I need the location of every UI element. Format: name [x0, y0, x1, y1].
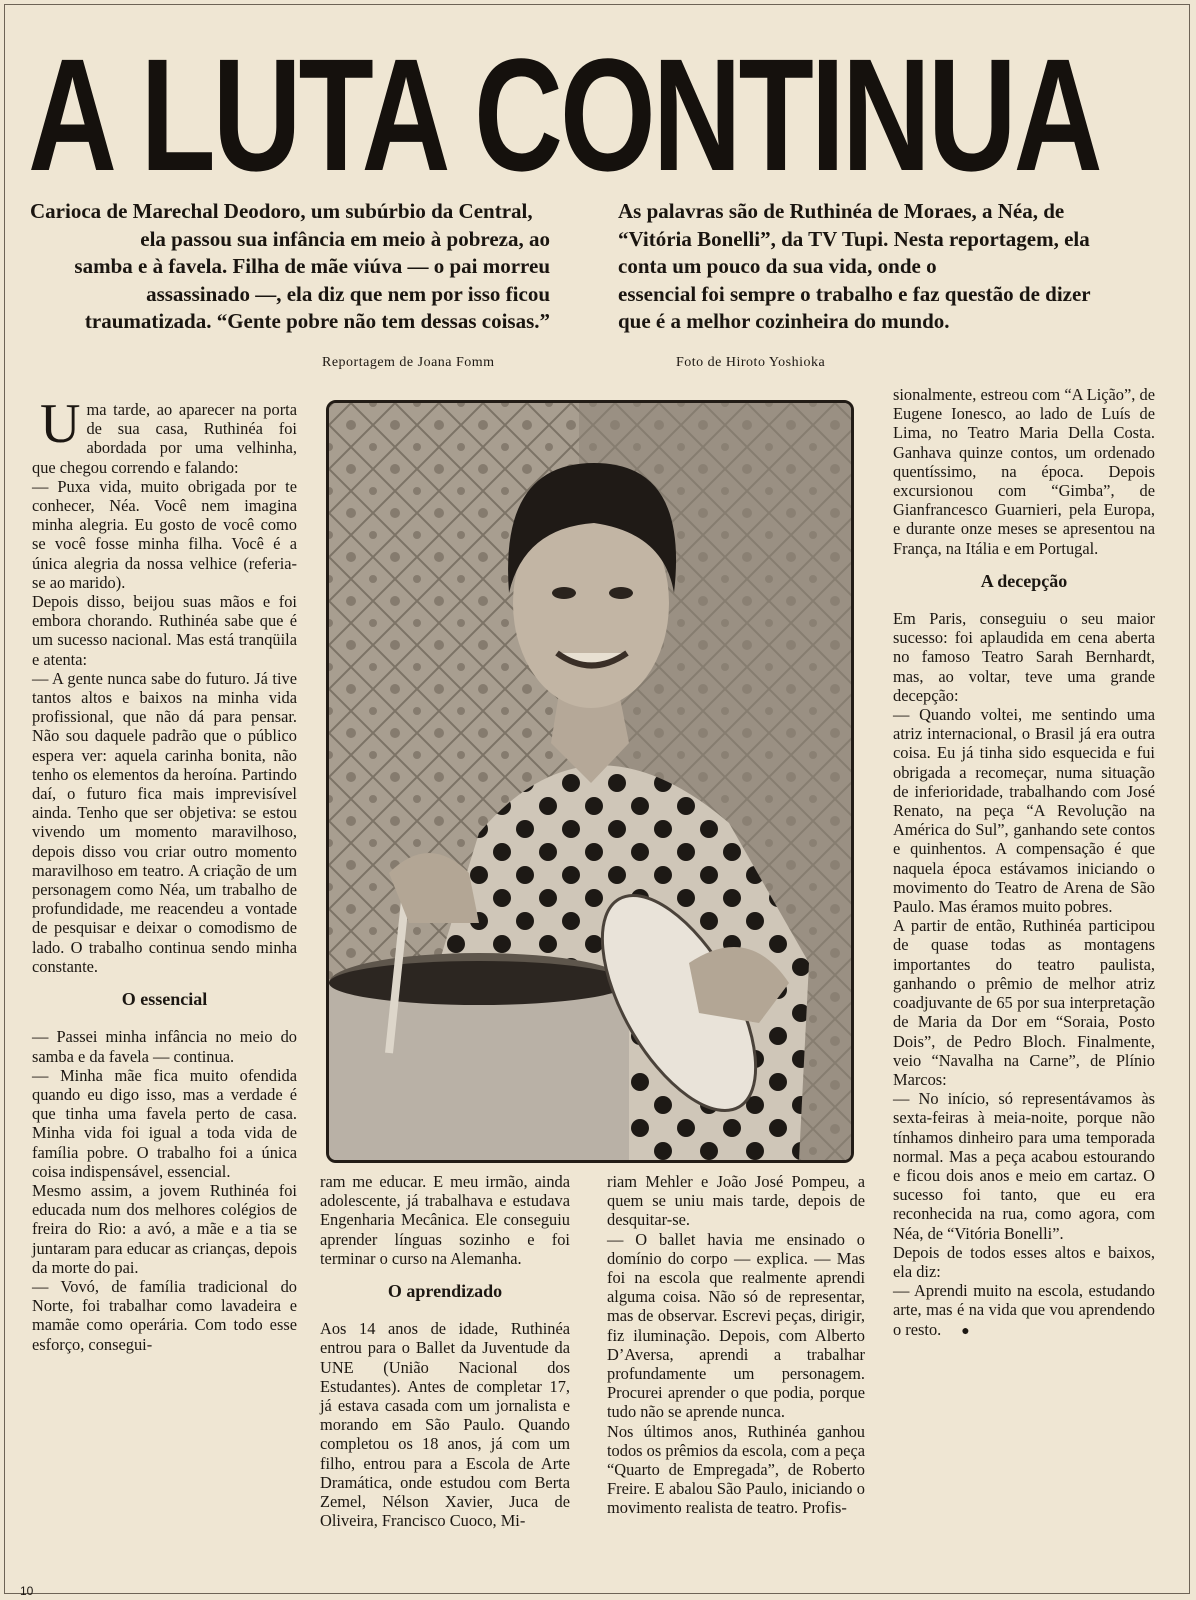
text-column-4 — [893, 385, 1155, 1341]
paragraph: Uma tarde, ao aparecer na porta de sua casa, Ruthinéa foi abordada por uma velhinha, que chegou correndo e falando: — [32, 393, 297, 477]
paragraph: — No início, só representávamos às sexta-feiras à meia-noite, porque não tínhamos dinheiro para uma temporada normal. Mas a peça acabou estourando e ficou dois anos e meio em cartaz. O sucesso foi tanto, que eu era reconhecida na rua, como agora, com Néa, de “Vitória Bonelli”. — [893, 1089, 1155, 1243]
paragraph: Depois de todos esses altos e baixos, ela diz: — [893, 1242, 1155, 1281]
deck-left-line: samba e à favela. Filha de mãe viúva — o pai morreu — [74, 254, 550, 278]
paragraph: — Minha mãe fica muito ofendida quando eu digo isso, mas a verdade é que tinha uma favela perto de casa. Minha vida foi igual a toda vida de família pobre. O trabalho foi a única coisa indispensável, essencial. — [32, 1065, 297, 1181]
paragraph: — Puxa vida, muito obrigada por te conhecer, Néa. Você nem imagina minha alegria. Eu gosto de você como se você fosse minha filha. Você é a única alegria da nossa velhice (referia-se ao marido). — [32, 476, 297, 592]
text-column-2 — [320, 1172, 570, 1530]
drop-cap: U — [40, 393, 81, 455]
portrait-photo — [326, 400, 854, 1163]
photo-illustration — [329, 403, 851, 1160]
paragraph: — O ballet havia me ensinado o domínio do corpo — explica. — Mas foi na escola que realmente aprendi alguma coisa. Não só de representar, mas de observar. Escrevi peças, dirigir, fiz iluminação. Depois, com Alberto D’Aversa, aprendi a trabalhar profundamente um personagem. Procurei aprender o que podia, porque tudo não se aprende nunca. — [607, 1229, 865, 1422]
paragraph: ram me educar. E meu irmão, ainda adolescente, já trabalhava e estudava Engenharia Mecânica. Ele conseguiu aprender línguas sozinho e foi terminar o curso na Alemanha. — [320, 1172, 570, 1268]
deck-left-line: Carioca de Marechal Deodoro, um subúrbio da Central, — [30, 199, 533, 223]
paragraph: riam Mehler e João José Pompeu, a quem se uniu mais tarde, depois de desquitar-se. — [607, 1172, 865, 1230]
paragraph: — Quando voltei, me sentindo uma atriz internacional, o Brasil já era outra coisa. Eu já tinha sido esquecida e fui obrigada a recomeçar, numa situação de inferioridade, trabalhando com José Renato, na peça “A Revolução na América do Sul”, ganhando sete contos e quinhentos. A compensação é que naquela época estávamos iniciando o movimento do Teatro de Arena de São Paulo. Mas éramos muito pobres. — [893, 705, 1155, 917]
deck-right-line: As palavras são de Ruthinéa de Moraes, a Néa, de — [618, 199, 1065, 223]
paragraph: — A gente nunca sabe do futuro. Já tive tantos altos e baixos na minha vida profissional, que não dá para pensar. Não sou daquele padrão que o público espera ver: aquela carinha bonita, não tenho os elementos da heroína. Partindo daí, o futuro fica mais imprevisível ainda. Tenho que ser objetiva: se estou vivendo um momento maravilhoso, depois disso vou criar outro momento maravilhoso em teatro. A criação de um personagem como Néa, um trabalho de profundidade, me reacendeu a vontade de pesquisar e deixar o comodismo de lado. O trabalho continua sendo minha constante. — [32, 668, 297, 976]
deck-left-line: ela passou sua infância em meio à pobreza, ao — [140, 226, 550, 251]
text-column-1 — [32, 393, 297, 1354]
deck-left — [30, 198, 550, 336]
end-mark: ● — [961, 1323, 970, 1339]
paragraph: A partir de então, Ruthinéa participou de quase todas as montagens importantes do teatro paulista, ganhando o prêmio de melhor atriz coadjuvante de 65 por sua interpretação de Maria da Dor em “Soraia, Posto Dois”, de Pedro Bloch. Finalmente, veio “Navalha na Carne”, de Plínio Marcos: — [893, 916, 1155, 1089]
paragraph: — Passei minha infância no meio do samba e da favela — continua. — [32, 1027, 297, 1066]
text-column-3 — [607, 1172, 865, 1518]
paragraph: — Aprendi muito na escola, estudando arte, mas é na vida que vou aprendendo o resto. ● — [893, 1281, 1155, 1339]
headline: A LUTA CONTINUA — [28, 25, 1100, 204]
deck-right-line: essencial foi sempre o trabalho e faz questão de dizer — [618, 281, 1091, 306]
report-credit: Reportagem de Joana Fomm — [322, 355, 495, 370]
deck-left-line: assassinado —, ela diz que nem por isso ficou — [146, 281, 550, 306]
deck-right-line: que é a melhor cozinheira do mundo. — [618, 309, 950, 333]
paragraph: Aos 14 anos de idade, Ruthinéa entrou para o Ballet da Juventude da UNE (União Nacional dos Estudantes). Antes de completar 17, já estava casada com um jornalista e morando em São Paulo. Quando completou os 18 anos, já com um filho, entrou para a Escola de Arte Dramática, onde estudou com Berta Zemel, Nélson Xavier, Juca de Oliveira, Francisco Cuoco, Mi- — [320, 1319, 570, 1531]
deck-right-line: conta um pouco da sua vida, onde o — [618, 254, 937, 278]
paragraph: Mesmo assim, a jovem Ruthinéa foi educada num dos melhores colégios de freira do Rio: a avó, a mãe e a tia se juntaram para educar as crianças, depois da morte do pai. — [32, 1180, 297, 1277]
deck-right — [618, 198, 1148, 336]
paragraph: Nos últimos anos, Ruthinéa ganhou todos os prêmios da escola, com a peça “Quarto de Empregada”, de Roberto Freire. E abalou São Paulo, iniciando o movimento realista de teatro. Profis- — [607, 1421, 865, 1518]
paragraph: — Vovó, de família tradicional do Norte, foi trabalhar como lavadeira e mamãe como operária. Com todo esse esforço, consegui- — [32, 1276, 297, 1354]
subhead-essencial: O essencial — [121, 989, 208, 1010]
page-number: 10 — [20, 1584, 34, 1598]
photo-credit: Foto de Hiroto Yoshioka — [676, 355, 826, 370]
paragraph: sionalmente, estreou com “A Lição”, de Eugene Ionesco, ao lado de Luís de Lima, no Teatro Maria Della Costa. Ganhava quinze contos, um ordenado quentíssimo, na época. Depois excursionou com “Gimba”, de Gianfrancesco Guarnieri, pela Europa, e durante onze meses se apresentou na França, na Itália e em Portugal. — [893, 385, 1155, 558]
deck-right-line: “Vitória Bonelli”, da TV Tupi. Nesta reportagem, ela — [618, 226, 1090, 251]
paragraph: Em Paris, conseguiu o seu maior sucesso: foi aplaudida em cena aberta no famoso Teatro Sarah Bernhardt, mas, ao voltar, teve uma grande decepção: — [893, 609, 1155, 705]
paragraph: Depois disso, beijou suas mãos e foi embora chorando. Ruthinéa sabe que é um sucesso nacional. Mas está tranqüila e atenta: — [32, 592, 297, 669]
deck-left-line: traumatizada. “Gente pobre não tem dessas coisas.” — [84, 309, 550, 333]
subhead-aprendizado: O aprendizado — [387, 1281, 503, 1302]
subhead-decepcao: A decepção — [980, 570, 1068, 591]
